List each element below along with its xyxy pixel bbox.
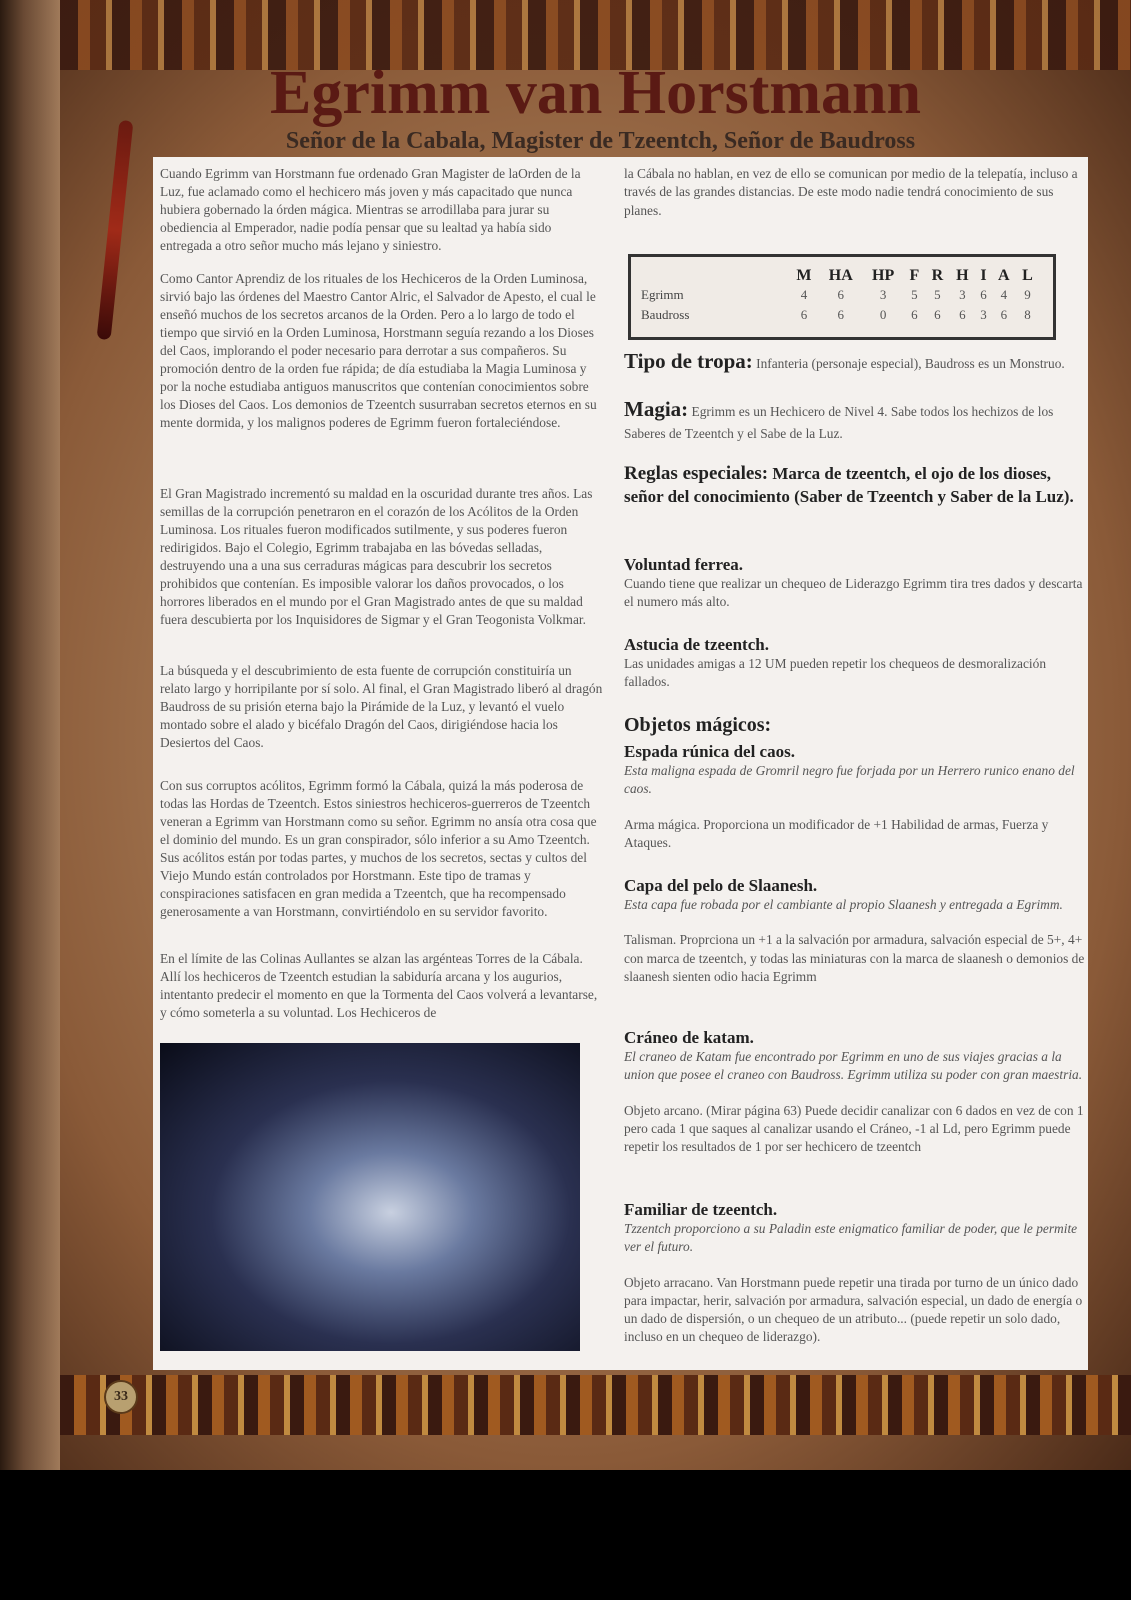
page-title: Egrimm van Horstmann [270,59,921,127]
troop-type-label: Tipo de tropa: [624,349,753,373]
stat-value: 6 [934,307,941,322]
stats-table [628,254,1056,340]
item-block [624,742,1086,852]
item-flavor: Esta capa fue robada por el cambiante al propio Slaanesh y entregada a Egrimm. [624,897,1063,912]
troop-type [624,350,1086,375]
stat-value: 6 [959,307,966,322]
item-block [624,1200,1086,1347]
paragraph: Como Cantor Aprendiz de los rituales de los Hechiceros de la Orden Luminosa, sirvió bajo las órdenes del Maestro Cantor Alric, el Salvador de Apesto, el cual le enseñó muchos de los secretos arcanos de la Orden. Pero a lo largo de todo el tiempo que sirvió en la Orden Luminosa, Horstmann seguía rezando a los Dioses del Caos, implorando el poder necesario para derrotar a sus compañeros. Su promoción dentro de la orden fue rápida; de día estudiaba la Magia Luminosa y por la noche estudiaba antiguos manuscritos que contenían conocimientos sobre los Dioses del Caos. Los demonios de Tzeentch susurraban secretos eternos en su mente dormida, y los malignos poderes de Egrimm fueron fortaleciéndose. [160,271,597,430]
stat-header: F [909,267,920,284]
item-flavor: Esta maligna espada de Gromril negro fue forjada por un Herrero runico enano del caos. [624,763,1075,797]
stat-value: 0 [879,307,887,322]
item-flavor: Tzzentch proporciono a su Paladin este enigmatico familiar de poder, que le permite ver el futuro. [624,1221,1078,1255]
magic-items-heading: Objetos mágicos: [624,714,772,736]
paragraph: El Gran Magistrado incrementó su maldad en la oscuridad durante tres años. Las semillas de la corrupción penetraron en el corazón de los Acólitos de la Orden Luminosa. Los rituales fueron modificados sutilmente, y sus poderes fueron redirigidos. Bajo el Colegio, Egrimm trabajaba en las bóvedas selladas, destruyendo una a una sus cerraduras mágicas para descubrir los secretos prohibidos que contenían. Es imposible valorar los daños provocados, o los horrores liberados en el mundo por el Gran Magistrado antes de que su maldad fuera descubierta por los Inquisidores de Sigmar y el Gran Teogonista Volkmar. [160,486,593,627]
rule-block [624,635,1086,692]
stat-header: I [980,267,987,284]
stat-value: 3 [980,307,987,322]
item-title: Cráneo de katam. [624,1028,754,1047]
dragon-illustration [160,1043,580,1351]
item-text: Objeto arcano. (Mirar página 63) Puede decidir canalizar con 6 dados en vez de con 1 pero cada 1 que saques al canalizar usando el Cráneo, -1 al Ld, pero Egrimm puede repetir los resultados de 1 por ser hechicero de tzeentch [624,1102,1084,1155]
stat-header: A [998,267,1010,284]
special-rules-text: Marca de tzeentch, el ojo de los dioses, señor del conocimiento (Saber de Tzeentch y Saber de la Luz). [624,464,1074,506]
paragraph: La búsqueda y el descubrimiento de esta fuente de corrupción constituiría un relato largo y horripilante por sí solo. Al final, el Gran Magistrado liberó al dragón Baudross de su prisión eterna bajo la Pirámide de la Luz, y levantó el vuelo montado sobre el alado y bicéfalo Dragón del Caos, dirigiéndose hacia los Desiertos del Caos. [160,663,603,750]
page-number: 33 [104,1380,138,1414]
stat-value: 5 [934,287,941,302]
magic-label: Magia: [624,397,689,421]
paragraph: En el límite de las Colinas Aullantes se alzan las argénteas Torres de la Cábala. Allí los hechiceros de Tzeentch estudian la sabiduría arcana y los augurios, intentanto predecir el momento en que la Tormenta del Caos volverá a levantarse, y cómo someterla a su voluntad. Los Hechiceros de [160,951,598,1020]
paragraph: Cuando Egrimm van Horstmann fue ordenado Gran Magister de laOrden de la Luz, fue aclamado como el hechicero más joven y más capacitado que nunca hubiera gobernado la órden mágica. Mientras se arrodillaba para jurar su obediencia al Emperador, nadie podía pensar que su lealtad ya había sido entregada a otro señor mucho más lejano y siniestro. [160,166,581,253]
stat-header: H [956,267,969,284]
decorative-bottom-border [60,1375,1131,1435]
magic-text: Egrimm es un Hechicero de Nivel 4. Sabe todos los hechizos de los Saberes de Tzeentch y el Sabe de la Luz. [624,404,1054,441]
stat-value: 6 [911,307,918,322]
special-rules [624,462,1086,508]
item-flavor: El craneo de Katam fue encontrado por Egrimm en uno de sus viajes gracias a la union que posee el craneo con Baudross. Egrimm utiliza su poder con gran maestria. [624,1049,1083,1083]
item-text: Objeto arracano. Van Horstmann puede repetir una tirada por turno de un único dado para impactar, herir, salvación por armadura, salvación especial, un dado de energía o un dado de dispersión, o un chequeo de un atributo... (puede repetir un solo dado, incluso en un chequeo de liderazgo). [624,1274,1083,1345]
rule-text: Cuando tiene que realizar un chequeo de Liderazgo Egrimm tira tres dados y descarta el numero más alto. [624,576,1083,610]
magic [624,398,1086,445]
unit-name: Egrimm [641,287,684,302]
special-rules-label: Reglas especiales: [624,463,769,484]
table-row [639,285,1039,305]
table-row [639,305,1039,325]
item-text: Talisman. Proprciona un +1 a la salvación por armadura, salvación especial de 5+, 4+ con marca de tzeentch, y todas las miniaturas con la marca de slaanesh o demonios de slaanesh sienten odio hacia Egrimm [624,932,1085,984]
item-title: Espada rúnica del caos. [624,742,795,761]
rule-text: Las unidades amigas a 12 UM pueden repetir los chequeos de desmoralización fallados. [624,656,1047,690]
rule-title: Astucia de tzeentch. [624,635,769,654]
stat-value: 3 [959,287,966,302]
page-subtitle: Señor de la Cabala, Magister de Tzeentch, Señor de Baudross [285,128,916,154]
rule-block [624,555,1086,612]
troop-type-text: Infanteria (personaje especial), Baudross es un Monstruo. [756,356,1065,371]
stat-value: 8 [1024,307,1031,322]
stat-header: HA [828,267,853,284]
item-text: Arma mágica. Proporciona un modificador de +1 Habilidad de armas, Fuerza y Ataques. [624,816,1049,850]
paragraph: Con sus corruptos acólitos, Egrimm formó la Cábala, quizá la más poderosa de todas las Hordas de Tzeentch. Estos siniestros hechiceros-guerreros de Tzeentch veneran a Egrimm van Horstmann como su señor. Egrimm no ansía otra cosa que el dominio del mundo. Es un gran conspirador, sólo inferior a su Amo Tzeentch. Sus acólitos están por todas partes, y muchos de los secretos, sectas y cultos del Viejo Mundo están controlados por Horstmann. Este tipo de tramas y conspiraciones satisfacen en gran medida a Tzeentch, que ha recompensado generosamente a van Horstmann, convirtiéndolo en su servidor favorito. [160,778,597,919]
stat-header: L [1022,267,1033,284]
item-title: Familiar de tzeentch. [624,1200,778,1219]
item-title: Capa del pelo de Slaanesh. [624,876,818,895]
stat-value: 6 [837,307,845,322]
stat-value: 6 [800,307,808,322]
paragraph: la Cábala no hablan, en vez de ello se comunican por medio de la telepatía, incluso a través de las grandes distancias. De este modo nadie tendrá conocimiento de sus planes. [624,166,1078,218]
stat-value: 6 [980,287,987,302]
stat-value: 3 [879,287,887,302]
stat-header: M [796,267,812,284]
stat-value: 6 [1000,307,1008,322]
rule-title: Voluntad ferrea. [624,555,743,574]
stat-value: 4 [1000,287,1008,302]
stat-header: R [931,267,944,284]
unit-name: Baudross [641,307,690,322]
item-block [624,876,1086,986]
stat-value: 4 [800,287,808,302]
stat-value: 5 [911,287,918,302]
book-spine [0,0,60,1470]
item-block [624,1028,1086,1156]
stat-value: 9 [1024,287,1031,302]
stat-header: HP [872,267,895,284]
stat-value: 6 [837,287,845,302]
